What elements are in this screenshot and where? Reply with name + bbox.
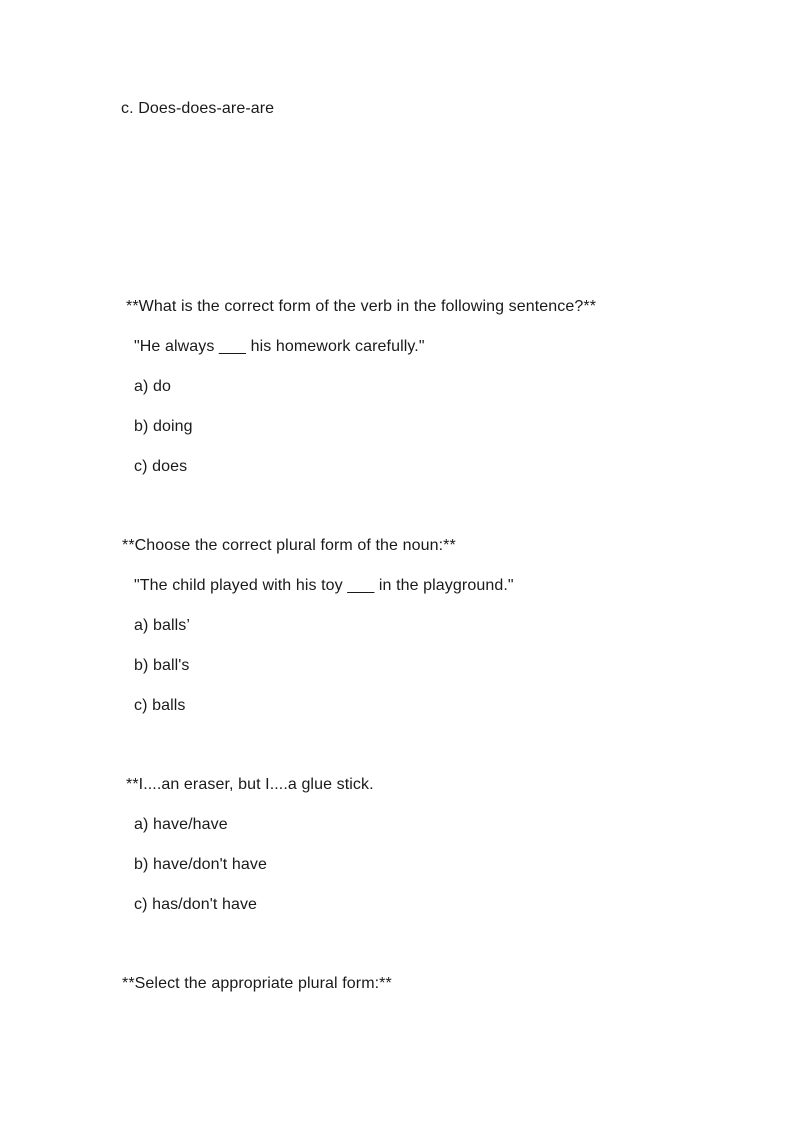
question-1-prompt: **What is the correct form of the verb in the following sentence?** xyxy=(126,298,597,315)
question-1-sentence: "He always ___ his homework carefully." xyxy=(134,338,425,355)
question-3-option-c: c) has/don't have xyxy=(134,896,258,913)
question-2-prompt: **Choose the correct plural form of the noun:** xyxy=(122,537,456,554)
previous-answer-option: c. Does-does-are-are xyxy=(121,100,275,117)
question-4-prompt: **Select the appropriate plural form:** xyxy=(122,975,392,992)
question-1-option-c: c) does xyxy=(134,458,188,475)
question-2-sentence: "The child played with his toy ___ in the playground." xyxy=(134,577,514,594)
question-2-option-b: b) ball's xyxy=(134,657,190,674)
question-1-option-a: a) do xyxy=(134,378,171,395)
question-3-option-a: a) have/have xyxy=(134,816,228,833)
question-2-option-a: a) balls’ xyxy=(134,617,191,634)
question-2-option-c: c) balls xyxy=(134,697,186,714)
question-3-prompt: **I....an eraser, but I....a glue stick. xyxy=(126,776,374,793)
question-3-option-b: b) have/don't have xyxy=(134,856,267,873)
question-1-option-b: b) doing xyxy=(134,418,193,435)
